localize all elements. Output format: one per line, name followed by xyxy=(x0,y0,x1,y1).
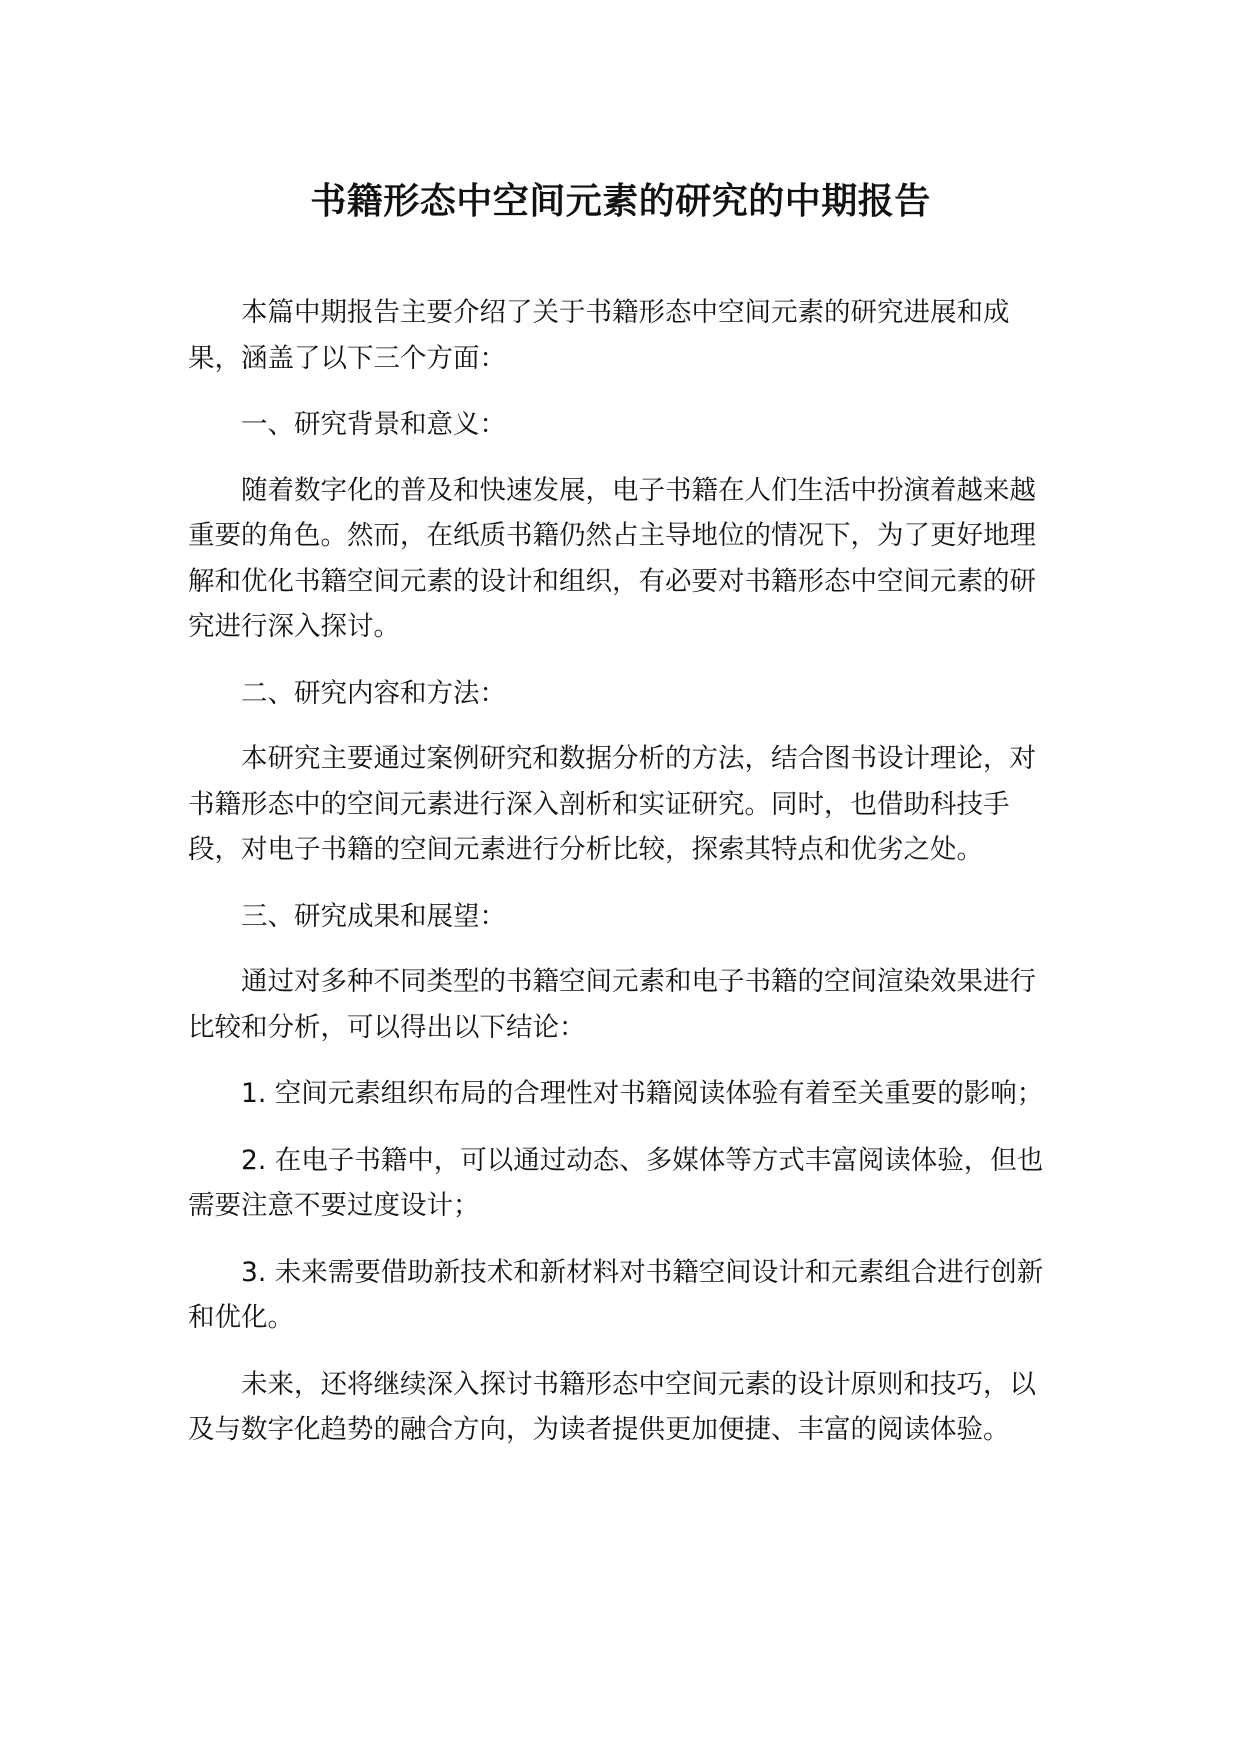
intro-paragraph: 本篇中期报告主要介绍了关于书籍形态中空间元素的研究进展和成果，涵盖了以下三个方面： xyxy=(188,297,1010,374)
document-body xyxy=(188,290,1044,1474)
document-title: 书籍形态中空间元素的研究的中期报告 xyxy=(310,181,931,222)
conclusion-item-1: 1. 空间元素组织布局的合理性对书籍阅读体验有着至关重要的影响； xyxy=(241,1078,1044,1109)
content-methods-paragraph: 本研究主要通过案例研究和数据分析的方法，结合图书设计理论，对书籍形态中的空间元素进行深入剖析和实证研究。同时，也借助科技手段，对电子书籍的空间元素进行分析比较，探索其特点和优劣之处。 xyxy=(188,743,1036,865)
future-work-paragraph: 未来，还将继续深入探讨书籍形态中空间元素的设计原则和技巧，以及与数字化趋势的融合方向，为读者提供更加便捷、丰富的阅读体验。 xyxy=(188,1368,1036,1445)
results-intro-paragraph: 通过对多种不同类型的书籍空间元素和电子书籍的空间渲染效果进行比较和分析，可以得出以下结论： xyxy=(188,966,1036,1043)
conclusion-item-2: 2. 在电子书籍中，可以通过动态、多媒体等方式丰富阅读体验，但也需要注意不要过度设计； xyxy=(188,1144,1044,1221)
section-heading-results-outlook: 三、研究成果和展望： xyxy=(241,900,506,932)
background-paragraph: 随着数字化的普及和快速发展，电子书籍在人们生活中扮演着越来越重要的角色。然而，在纸质书籍仍然占主导地位的情况下，为了更好地理解和优化书籍空间元素的设计和组织，有必要对书籍形态中空间元素的研究进行深入探讨。 xyxy=(188,474,1036,642)
section-heading-content-methods: 二、研究内容和方法： xyxy=(241,677,506,709)
section-heading-background: 一、研究背景和意义： xyxy=(241,409,506,440)
conclusion-item-3: 3. 未来需要借助新技术和新材料对书籍空间设计和元素组合进行创新和优化。 xyxy=(188,1256,1044,1333)
